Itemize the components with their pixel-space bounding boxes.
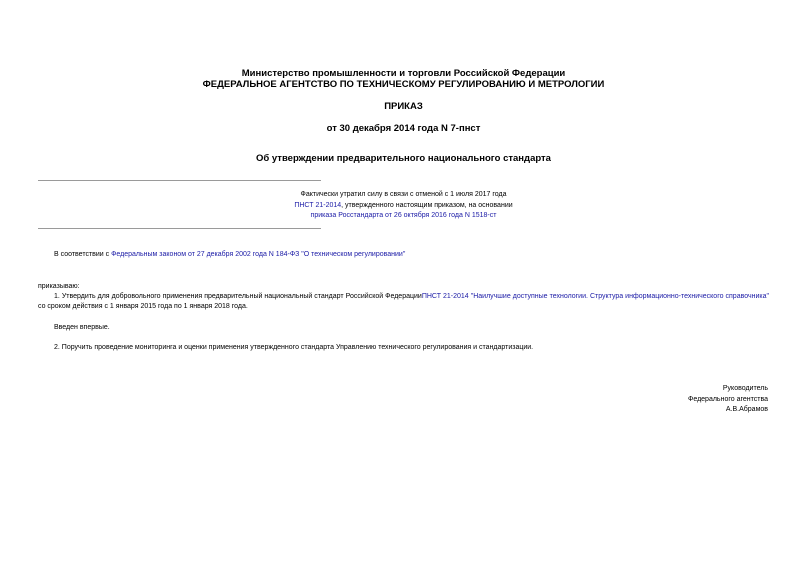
rosstandart-order-link[interactable]: приказа Росстандарта от 26 октября 2016 года N 1518-ст [310, 212, 497, 219]
item-1-text: 1. Утвердить для добровольного применения предварительный национальный стандарт Российской Федерации [54, 293, 422, 300]
item-1-suffix: со сроком действия с 1 января 2015 года по 1 января 2018 года. [38, 303, 248, 310]
ministry-name: Министерство промышленности и торговли Российской Федерации [241, 68, 566, 79]
item-2: 2. Поручить проведение мониторинга и оценки применения утвержденного стандарта Управлению технического регулирования и стандартизации. [54, 344, 534, 351]
status-note-line2-text: , утвержденного настоящим приказом, на основании [341, 202, 513, 209]
status-note-line2 [0, 202, 807, 209]
order-word: приказываю: [38, 283, 80, 290]
agency-name: ФЕДЕРАЛЬНОЕ АГЕНТСТВО ПО ТЕХНИЧЕСКОМУ РЕГУЛИРОВАНИЮ И МЕТРОЛОГИИ [202, 79, 605, 90]
signature-position: Руководитель [722, 385, 768, 392]
signature-name: А.В.Абрамов [725, 406, 768, 413]
status-bottom-rule [38, 228, 321, 229]
document-type: ПРИКАЗ [384, 101, 423, 112]
document-date-number: от 30 декабря 2014 года N 7-пнст [326, 123, 481, 134]
pnst-standard-link[interactable]: ПНСТ 21-2014 "Наилучшие доступные технологии. Структура информационно-технического справочника" [421, 293, 769, 300]
status-note-line3 [0, 212, 807, 219]
document-title: Об утверждении предварительного национального стандарта [256, 153, 551, 164]
preamble-prefix: В соответствии с [54, 251, 112, 258]
signature-agency: Федерального агентства [688, 396, 768, 403]
federal-law-link[interactable]: Федеральным законом от 27 декабря 2002 года N 184-ФЗ "О техническом регулировании" [111, 251, 406, 258]
pnst-link[interactable]: ПНСТ 21-2014 [294, 202, 342, 209]
preamble [54, 250, 405, 260]
status-note-line1: Фактически утратил силу в связи с отменой с 1 июля 2017 года [300, 191, 507, 198]
introduced-note: Введен впервые. [54, 324, 110, 331]
status-top-rule [38, 180, 321, 181]
item-1 [38, 292, 769, 312]
